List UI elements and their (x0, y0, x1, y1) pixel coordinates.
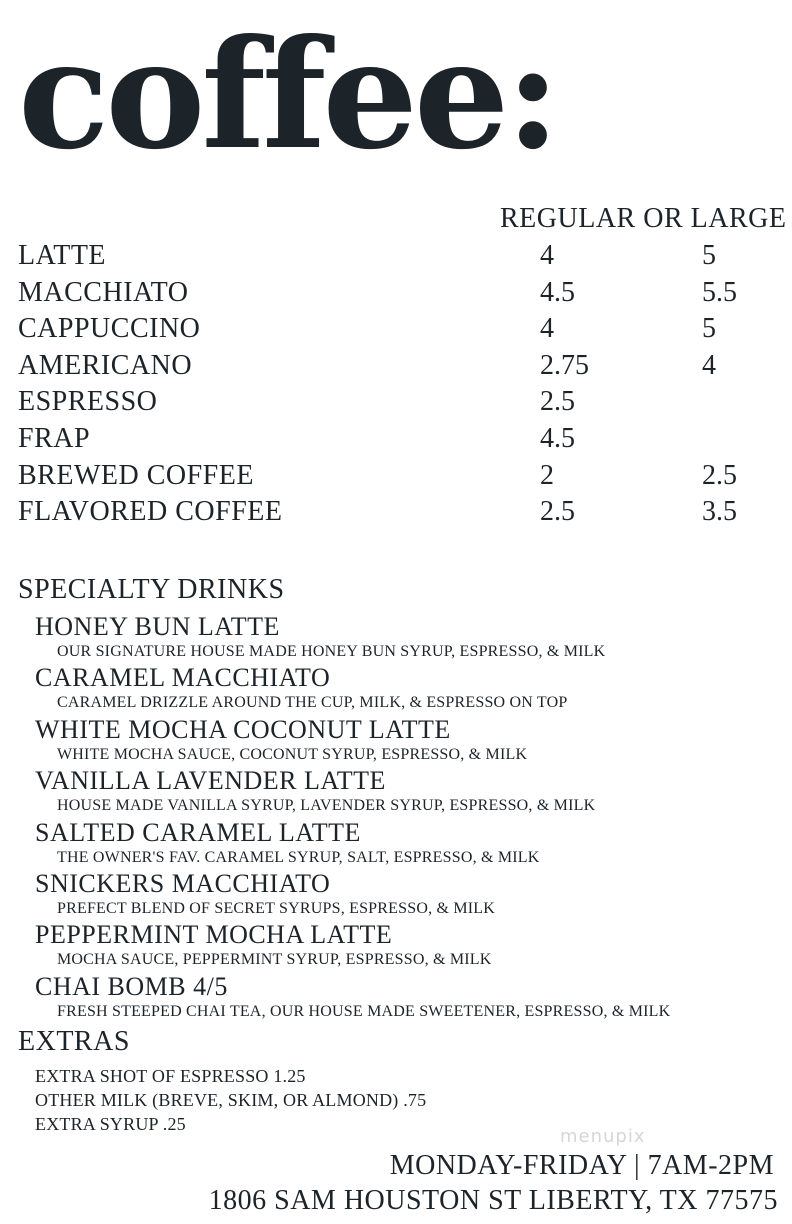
specialty-list (35, 612, 775, 1023)
price-regular: 2 (540, 459, 554, 491)
drink-name: PEPPERMINT MOCHA LATTE (35, 920, 393, 950)
coffee-row (18, 421, 778, 458)
price-large: 4 (702, 349, 716, 381)
address: 1806 SAM HOUSTON ST LIBERTY, TX 77575 (208, 1185, 778, 1216)
drink-description: CARAMEL DRIZZLE AROUND THE CUP, MILK, & ESPRESSO ON TOP (57, 694, 568, 712)
specialty-item (35, 663, 775, 714)
drink-description: MOCHA SAUCE, PEPPERMINT SYRUP, ESPRESSO, & MILK (57, 951, 492, 969)
price-regular: 4.5 (540, 422, 575, 454)
specialty-item (35, 715, 775, 766)
specialty-title: SPECIALTY DRINKS (18, 574, 285, 605)
coffee-name: ESPRESSO (18, 386, 158, 418)
drink-description: PREFECT BLEND OF SECRET SYRUPS, ESPRESSO, & MILK (57, 899, 495, 917)
price-large: 3.5 (702, 496, 737, 528)
specialty-item (35, 818, 775, 869)
coffee-name: MACCHIATO (18, 276, 189, 308)
coffee-name: FLAVORED COFFEE (18, 496, 283, 528)
price-regular: 4 (540, 313, 554, 345)
coffee-row (18, 238, 778, 275)
specialty-item (35, 972, 775, 1023)
price-header: REGULAR OR LARGE (500, 203, 787, 234)
coffee-row (18, 458, 778, 495)
coffee-name: BREWED COFFEE (18, 459, 254, 491)
coffee-row (18, 311, 778, 348)
price-large: 5 (702, 313, 716, 345)
extra-item: EXTRA SYRUP .25 (35, 1114, 186, 1134)
price-large: 5 (702, 240, 716, 271)
drink-description: HOUSE MADE VANILLA SYRUP, LAVENDER SYRUP, ESPRESSO, & MILK (57, 797, 596, 815)
extra-item: OTHER MILK (BREVE, SKIM, OR ALMOND) .75 (35, 1090, 427, 1110)
price-regular: 2.75 (540, 349, 589, 381)
drink-description: THE OWNER'S FAV. CARAMEL SYRUP, SALT, ESPRESSO, & MILK (57, 848, 540, 866)
coffee-row (18, 275, 778, 312)
extras-title: EXTRAS (18, 1026, 130, 1057)
coffee-name: AMERICANO (18, 349, 193, 381)
drink-name: HONEY BUN LATTE (35, 612, 280, 641)
price-large: 2.5 (702, 459, 737, 491)
drink-description: OUR SIGNATURE HOUSE MADE HONEY BUN SYRUP, ESPRESSO, & MILK (57, 643, 606, 660)
drink-name: CARAMEL MACCHIATO (35, 663, 331, 693)
business-hours: MONDAY-FRIDAY | 7AM-2PM (389, 1150, 774, 1181)
specialty-item (35, 612, 775, 663)
coffee-name: CAPPUCCINO (18, 313, 201, 345)
extras-list (35, 1064, 426, 1136)
price-regular: 4 (540, 240, 554, 271)
drink-description: WHITE MOCHA SAUCE, COCONUT SYRUP, ESPRESSO, & MILK (57, 745, 528, 763)
coffee-name: LATTE (18, 240, 107, 271)
price-regular: 4.5 (540, 276, 575, 308)
drink-name: VANILLA LAVENDER LATTE (35, 766, 386, 796)
coffee-row (18, 494, 778, 531)
extra-item: EXTRA SHOT OF ESPRESSO 1.25 (35, 1066, 306, 1086)
specialty-item (35, 920, 775, 971)
drink-name: SNICKERS MACCHIATO (35, 868, 331, 898)
drink-name: CHAI BOMB 4/5 (35, 971, 228, 1001)
specialty-item (35, 766, 775, 817)
coffee-name: FRAP (18, 422, 91, 454)
drink-name: WHITE MOCHA COCONUT LATTE (35, 714, 451, 744)
menu-title: coffee: (18, 7, 557, 183)
price-large: 5.5 (702, 276, 737, 308)
drink-description: FRESH STEEPED CHAI TEA, OUR HOUSE MADE SWEETENER, ESPRESSO, & MILK (57, 1002, 671, 1020)
coffee-row (18, 348, 778, 385)
price-regular: 2.5 (540, 496, 575, 528)
price-regular: 2.5 (540, 386, 575, 418)
coffee-list (18, 238, 778, 531)
watermark: menupix (560, 1126, 646, 1147)
drink-name: SALTED CARAMEL LATTE (35, 817, 361, 847)
coffee-row (18, 384, 778, 421)
specialty-item (35, 869, 775, 920)
